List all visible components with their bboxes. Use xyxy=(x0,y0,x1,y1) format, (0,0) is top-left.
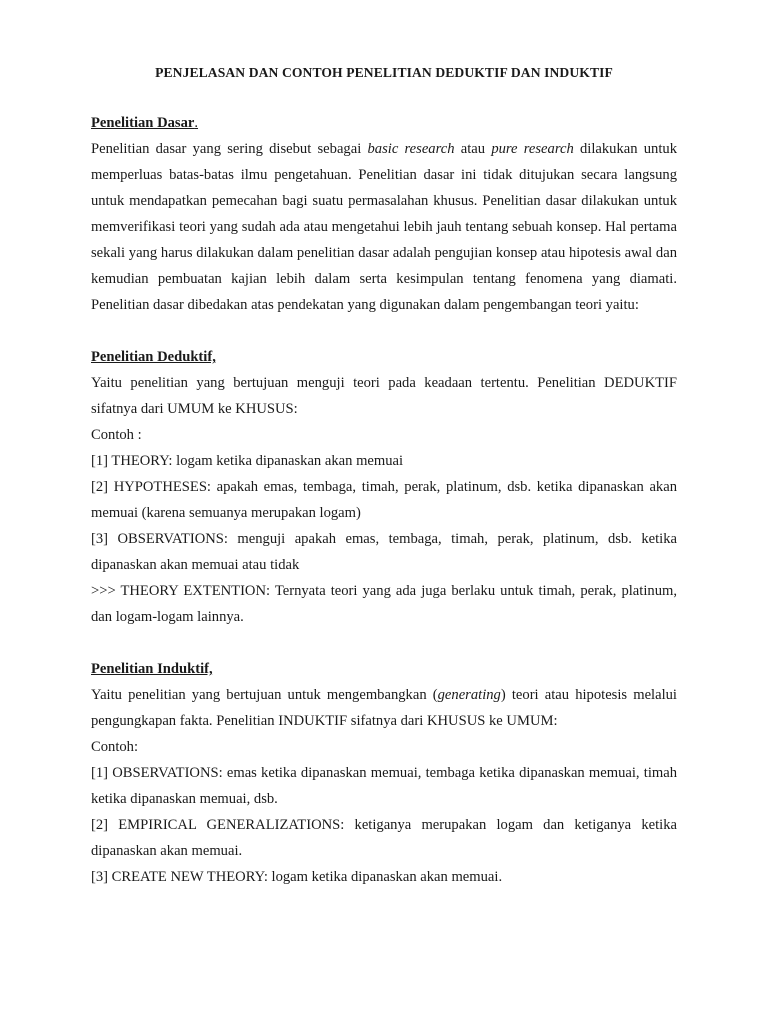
paragraph-text: Penelitian dasar yang sering disebut sebagai xyxy=(91,141,368,157)
contoh-label: Contoh: xyxy=(91,739,139,755)
paragraph-text: ) teori atau hipotesis melalui pengungkapan fakta. Penelitian INDUKTIF sifatnya dari KHUSUS ke UMUM: xyxy=(91,687,677,729)
section-paragraph xyxy=(91,136,677,318)
document-title: PENJELASAN DAN CONTOH PENELITIAN DEDUKTIF DAN INDUKTIF xyxy=(155,65,613,80)
list-item: >>> THEORY EXTENTION: Ternyata teori yang ada juga berlaku untuk timah, perak, platinum, dan logam-logam lainnya. xyxy=(91,583,677,625)
section-heading xyxy=(91,110,677,136)
contoh-label: Contoh : xyxy=(91,427,142,443)
section-spacer xyxy=(91,318,677,344)
section-spacer xyxy=(91,630,677,656)
document-page xyxy=(91,60,677,890)
section-heading: Penelitian Induktif, xyxy=(91,661,213,677)
list-item: [2] HYPOTHESES: apakah emas, tembaga, timah, perak, platinum, dsb. ketika dipanaskan akan memuai (karena semuanya merupakan logam) xyxy=(91,479,677,521)
list-item: [3] OBSERVATIONS: menguji apakah emas, tembaga, timah, perak, platinum, dsb. ketika dipanaskan akan memuai atau tidak xyxy=(91,531,677,573)
list-item: [1] THEORY: logam ketika dipanaskan akan memuai xyxy=(91,453,404,469)
italic-term: pure research xyxy=(491,141,574,157)
list-item: [1] OBSERVATIONS: emas ketika dipanaskan memuai, tembaga ketika dipanaskan memuai, timah ketika dipanaskan memuai, dsb. xyxy=(91,765,677,807)
paragraph-text: Yaitu penelitian yang bertujuan untuk mengembangkan ( xyxy=(91,687,438,703)
section-paragraph: Yaitu penelitian yang bertujuan menguji teori pada keadaan tertentu. Penelitian DEDUKTIF sifatnya dari UMUM ke KHUSUS: xyxy=(91,375,677,417)
section-penelitian-induktif xyxy=(91,656,677,890)
heading-suffix: . xyxy=(194,115,199,131)
section-penelitian-deduktif xyxy=(91,344,677,630)
paragraph-text: atau xyxy=(454,141,492,157)
paragraph-text: dilakukan untuk memperluas batas-batas ilmu pengetahuan. Penelitian dasar ini tidak ditujukan secara langsung untuk mendapatkan pemecahan bagi suatu permasalahan khusus. Penelitian dasar dilakukan untuk memverifikasi teori yang sudah ada atau mengetahui lebih jauh tentang sebuah konsep. Hal pertama sekali yang harus dilakukan dalam penelitian dasar adalah pengujian konsep atau hipotesis awal dan kemudian pembuatan kajian lebih dalam serta kesimpulan tentang fenomena yang diamati. Penelitian dasar dibedakan atas pendekatan yang digunakan dalam pengembangan teori yaitu: xyxy=(91,141,678,313)
italic-term: basic research xyxy=(367,141,455,157)
section-heading: Penelitian Deduktif, xyxy=(91,349,216,365)
list-item: [3] CREATE NEW THEORY: logam ketika dipanaskan akan memuai. xyxy=(91,869,503,885)
section-penelitian-dasar xyxy=(91,110,677,318)
italic-term: generating xyxy=(437,687,501,703)
heading-text: Penelitian Dasar xyxy=(91,115,195,131)
list-item: [2] EMPIRICAL GENERALIZATIONS: ketiganya merupakan logam dan ketiganya ketika dipanaskan akan memuai. xyxy=(91,817,677,859)
section-paragraph xyxy=(91,682,677,734)
